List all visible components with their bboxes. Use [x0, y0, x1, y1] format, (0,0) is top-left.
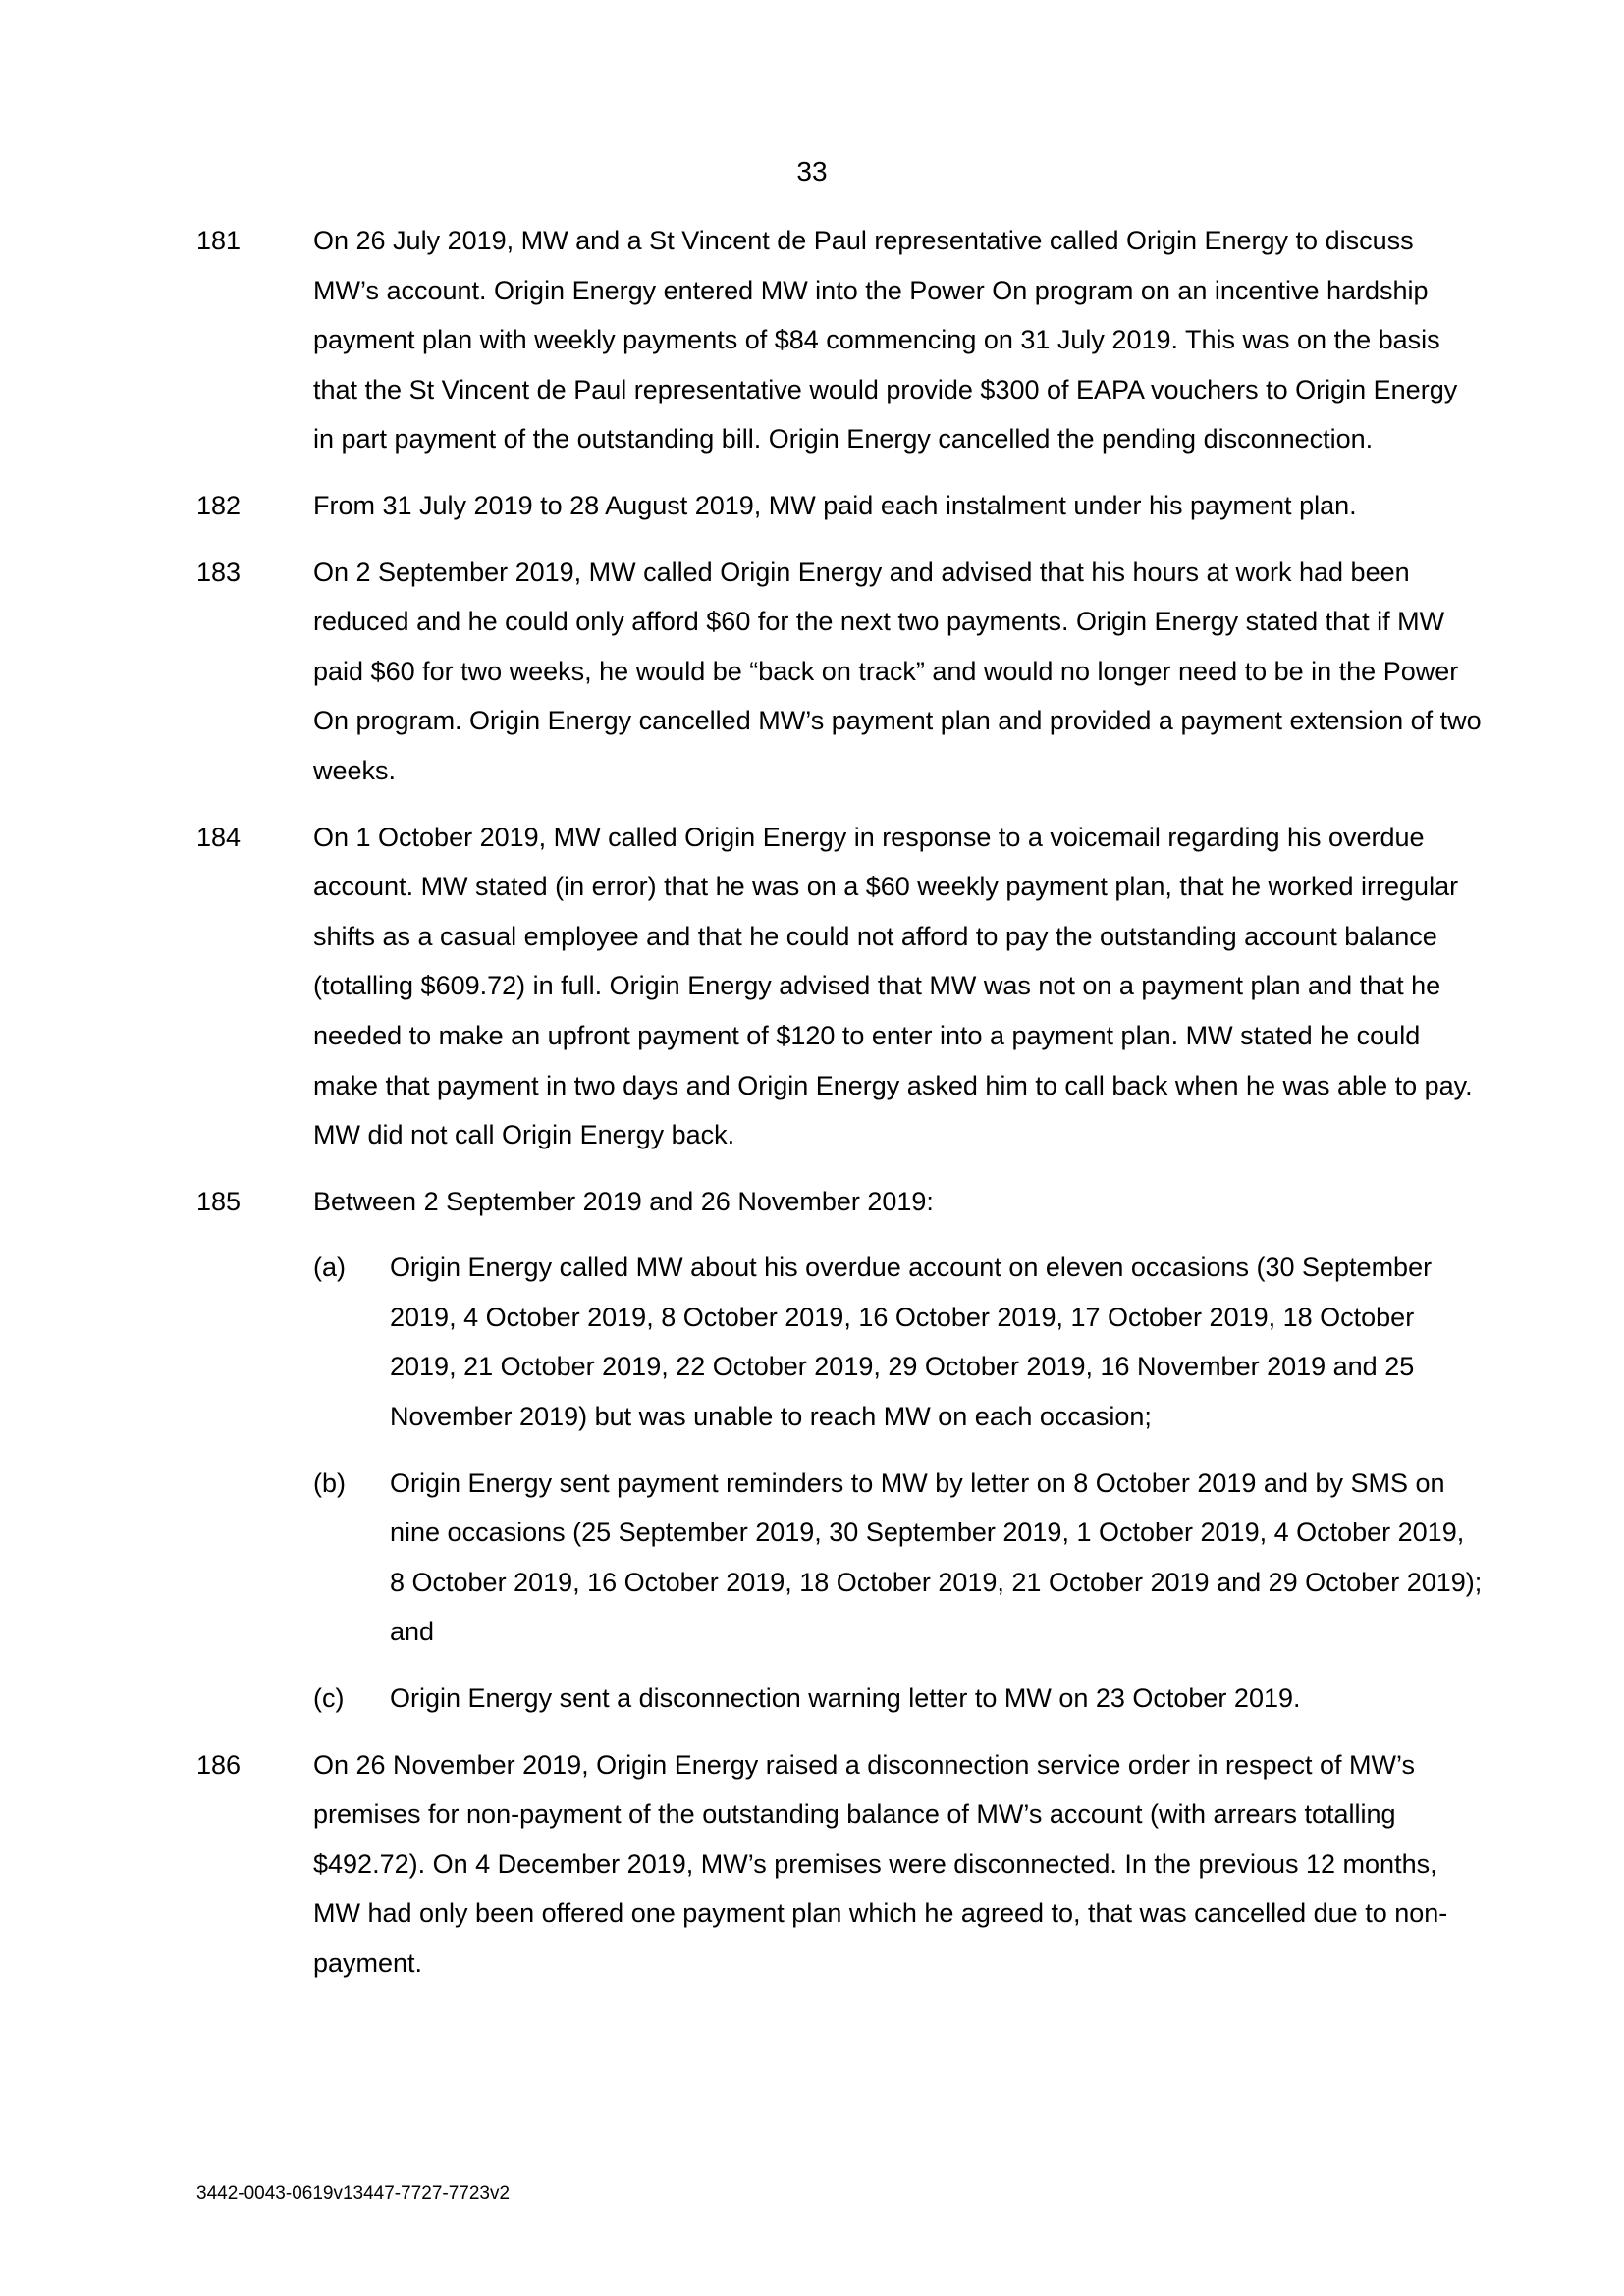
paragraph-text: On 2 September 2019, MW called Origin Energy and advised that his hours at work had been reduced and he could only afford $60 for the next two payments. Origin Energy stated that if MW paid $60 for two weeks, he would be “back on track” and would no longer need to be in the Power On program. Origin Energy cancelled MW’s payment plan and provided a payment extension of two weeks. — [313, 557, 1482, 785]
paragraph-body — [313, 481, 1483, 531]
sub-paragraph-label: (b) — [313, 1468, 346, 1498]
paragraph-number: 185 — [196, 1186, 242, 1216]
sub-paragraph-text: Origin Energy sent payment reminders to MW by letter on 8 October 2019 and by SMS on nine occasions (25 September 2019, 30 September 2019, 1 October 2019, 4 October 2019, 8 October 2019, 16 October 2019, 18 October 2019, 21 October 2019 and 29 October 2019); and — [390, 1468, 1483, 1647]
document-body — [196, 216, 1483, 2005]
paragraph-text: From 31 July 2019 to 28 August 2019, MW paid each instalment under his payment plan. — [313, 490, 1357, 520]
paragraph-text: On 1 October 2019, MW called Origin Energy in response to a voicemail regarding his overdue account. MW stated (in error) that he was on a $60 weekly payment plan, that he worked irregular shifts as a casual employee and that he could not afford to pay the outstanding account balance (totalling $609.72) in full. Origin Energy advised that MW was not on a payment plan and that he needed to make an upfront payment of $120 to enter into a payment plan. MW stated he could make that payment in two days and Origin Energy asked him to call back when he was able to pay. MW did not call Origin Energy back. — [313, 822, 1473, 1150]
sub-paragraph-label: (c) — [313, 1683, 345, 1714]
paragraph-body — [313, 216, 1483, 464]
paragraph-186 — [196, 1740, 1483, 1989]
paragraph-body — [313, 813, 1483, 1160]
paragraph-number: 182 — [196, 490, 242, 520]
sub-paragraph-a — [313, 1243, 1483, 1441]
paragraph-184 — [196, 813, 1483, 1160]
paragraph-body — [313, 548, 1483, 796]
document-reference-footer: 3442-0043-0619v13447-7727-7723v2 — [196, 2183, 511, 2204]
paragraph-number: 183 — [196, 557, 242, 587]
paragraph-number: 184 — [196, 822, 242, 852]
paragraph-body — [313, 1177, 1483, 1724]
sub-paragraph-label: (a) — [313, 1253, 346, 1283]
paragraph-183 — [196, 548, 1483, 796]
paragraph-text: On 26 July 2019, MW and a St Vincent de Paul representative called Origin Energy to discuss MW’s account. Origin Energy entered MW into the Power On program on an incentive hardship payment plan with weekly payments of $84 commencing on 31 July 2019. This was on the basis that the St Vincent de Paul representative would provide $300 of EAPA vouchers to Origin Energy in part payment of the outstanding bill. Origin Energy cancelled the pending disconnection. — [313, 226, 1458, 454]
paragraph-185 — [196, 1177, 1483, 1724]
paragraph-number: 181 — [196, 226, 242, 255]
sub-paragraph-text: Origin Energy sent a disconnection warning letter to MW on 23 October 2019. — [390, 1683, 1301, 1714]
sub-paragraph-c — [313, 1674, 1483, 1724]
paragraph-body — [313, 1740, 1483, 1989]
paragraph-number: 186 — [196, 1749, 242, 1780]
page-number: 33 — [796, 156, 828, 187]
sub-paragraph-list — [313, 1243, 1483, 1723]
paragraph-text: On 26 November 2019, Origin Energy raised a disconnection service order in respect of MW’s premises for non-payment of the outstanding balance of MW’s account (with arrears totalling $492.72). On 4 December 2019, MW’s premises were disconnected. In the previous 12 months, MW had only been offered one payment plan which he agreed to, that was cancelled due to non-payment. — [313, 1749, 1448, 1978]
paragraph-text: Between 2 September 2019 and 26 November 2019: — [313, 1186, 934, 1216]
paragraph-181 — [196, 216, 1483, 464]
sub-paragraph-b — [313, 1459, 1483, 1657]
paragraph-182 — [196, 481, 1483, 531]
sub-paragraph-text: Origin Energy called MW about his overdue account on eleven occasions (30 September 2019, 4 October 2019, 8 October 2019, 16 October 2019, 17 October 2019, 18 October 2019, 21 October 2019, 22 October 2019, 29 October 2019, 16 November 2019 and 25 November 2019) but was unable to reach MW on each occasion; — [390, 1253, 1433, 1432]
